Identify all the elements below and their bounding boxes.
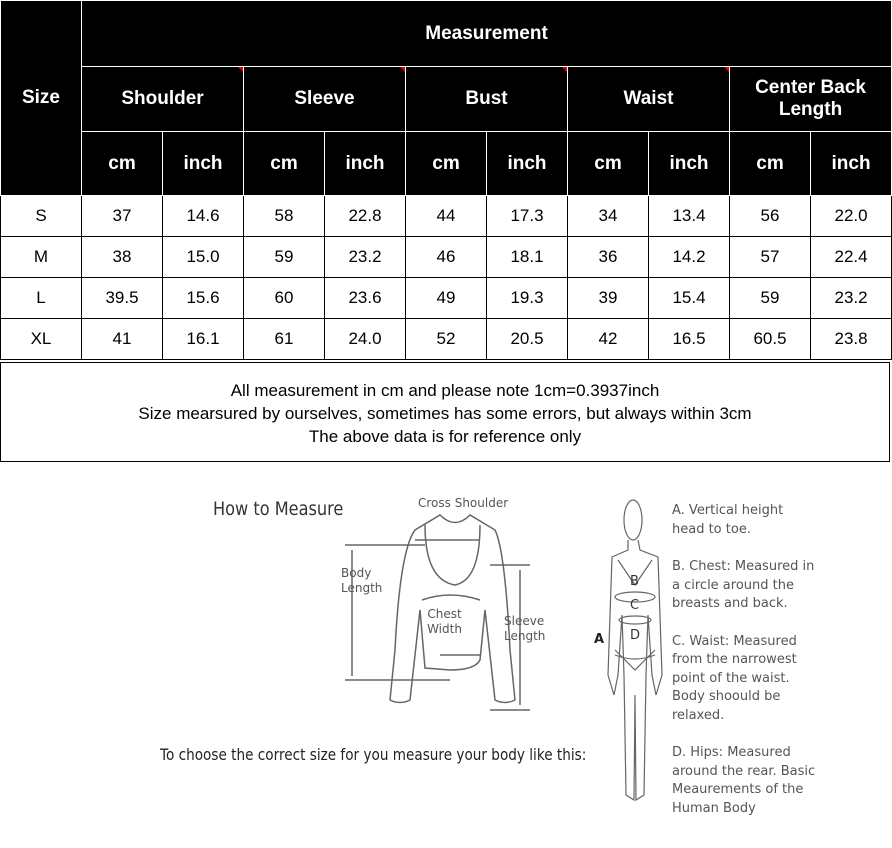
value-cell: 17.3 — [487, 196, 568, 237]
group-label: Shoulder — [121, 88, 204, 109]
unit-header: cm — [568, 132, 649, 196]
unit-header: inch — [811, 132, 892, 196]
unit-header: inch — [325, 132, 406, 196]
comment-marker-icon — [400, 67, 405, 72]
body-diagram — [600, 495, 670, 805]
note-line: Size mearsured by ourselves, sometimes has some errors, but always within 3cm — [138, 404, 752, 423]
size-cell: XL — [1, 319, 82, 360]
unit-header: cm — [82, 132, 163, 196]
comment-marker-icon — [724, 67, 729, 72]
value-cell: 16.1 — [163, 319, 244, 360]
value-cell: 44 — [406, 196, 487, 237]
unit-header: inch — [649, 132, 730, 196]
group-label: Waist — [623, 88, 674, 109]
value-cell: 39 — [568, 278, 649, 319]
value-cell: 61 — [244, 319, 325, 360]
value-cell: 15.0 — [163, 237, 244, 278]
note-line: The above data is for reference only — [308, 427, 582, 446]
label-chest-width: Chest Width — [427, 607, 462, 636]
value-cell: 14.6 — [163, 196, 244, 237]
value-cell: 24.0 — [325, 319, 406, 360]
value-cell: 20.5 — [487, 319, 568, 360]
unit-header: inch — [487, 132, 568, 196]
value-cell: 38 — [82, 237, 163, 278]
size-header: Size — [1, 1, 82, 196]
body-note-b: B. Chest: Measured in a circle around the breasts and back. — [672, 559, 815, 611]
size-cell: L — [1, 278, 82, 319]
unit-header: cm — [406, 132, 487, 196]
value-cell: 22.8 — [325, 196, 406, 237]
value-cell: 34 — [568, 196, 649, 237]
value-cell: 14.2 — [649, 237, 730, 278]
body-note-a: A. Vertical height head to toe. — [672, 503, 784, 537]
value-cell: 60 — [244, 278, 325, 319]
body-note-d: D. Hips: Measured around the rear. Basic Meaurements of the Human Body — [672, 745, 816, 816]
value-cell: 60.5 — [730, 319, 811, 360]
group-label: Sleeve — [294, 88, 355, 109]
value-cell: 15.4 — [649, 278, 730, 319]
value-cell: 56 — [730, 196, 811, 237]
unit-header: cm — [730, 132, 811, 196]
letter-a: A — [594, 632, 605, 647]
value-cell: 41 — [82, 319, 163, 360]
group-label: Bust — [465, 88, 508, 109]
value-cell: 59 — [730, 278, 811, 319]
guide-title: How to Measure — [213, 498, 344, 520]
comment-marker-icon — [238, 67, 243, 72]
value-cell: 49 — [406, 278, 487, 319]
value-cell: 59 — [244, 237, 325, 278]
unit-header: inch — [163, 132, 244, 196]
value-cell: 46 — [406, 237, 487, 278]
measurement-header: Measurement — [82, 1, 892, 67]
group-header — [406, 67, 568, 132]
label-body-length: Body Length — [341, 566, 383, 595]
body-note-c: C. Waist: Measured from the narrowest point of the waist. Body shoould be relaxed. — [672, 633, 797, 723]
value-cell: 42 — [568, 319, 649, 360]
size-chart-table — [0, 0, 892, 360]
size-cell: S — [1, 196, 82, 237]
value-cell: 23.6 — [325, 278, 406, 319]
sweater-diagram — [330, 490, 560, 720]
value-cell: 37 — [82, 196, 163, 237]
unit-header: cm — [244, 132, 325, 196]
table-row — [1, 237, 892, 278]
letter-b: B — [630, 574, 639, 589]
note-line: All measurement in cm and please note 1cm=0.3937inch — [230, 381, 660, 400]
group-label: Center Back Length — [755, 77, 866, 120]
letter-c: C — [630, 598, 640, 613]
letter-d: D — [630, 628, 641, 643]
table-row — [1, 278, 892, 319]
value-cell: 23.2 — [811, 278, 892, 319]
comment-marker-icon — [562, 67, 567, 72]
table-row — [1, 319, 892, 360]
group-header — [568, 67, 730, 132]
instruction: To choose the correct size for you measure your body like this: — [160, 745, 587, 764]
group-header — [82, 67, 244, 132]
value-cell: 22.0 — [811, 196, 892, 237]
value-cell: 13.4 — [649, 196, 730, 237]
value-cell: 23.2 — [325, 237, 406, 278]
value-cell: 52 — [406, 319, 487, 360]
value-cell: 22.4 — [811, 237, 892, 278]
value-cell: 23.8 — [811, 319, 892, 360]
size-cell: M — [1, 237, 82, 278]
label-cross-shoulder: Cross Shoulder — [418, 496, 509, 510]
table-row — [1, 196, 892, 237]
label-sleeve-length: Sleeve Length — [504, 614, 546, 643]
value-cell: 15.6 — [163, 278, 244, 319]
group-header — [730, 67, 892, 132]
value-cell: 58 — [244, 196, 325, 237]
group-header — [244, 67, 406, 132]
value-cell: 16.5 — [649, 319, 730, 360]
notes — [0, 362, 890, 462]
value-cell: 36 — [568, 237, 649, 278]
value-cell: 57 — [730, 237, 811, 278]
value-cell: 19.3 — [487, 278, 568, 319]
value-cell: 39.5 — [82, 278, 163, 319]
value-cell: 18.1 — [487, 237, 568, 278]
